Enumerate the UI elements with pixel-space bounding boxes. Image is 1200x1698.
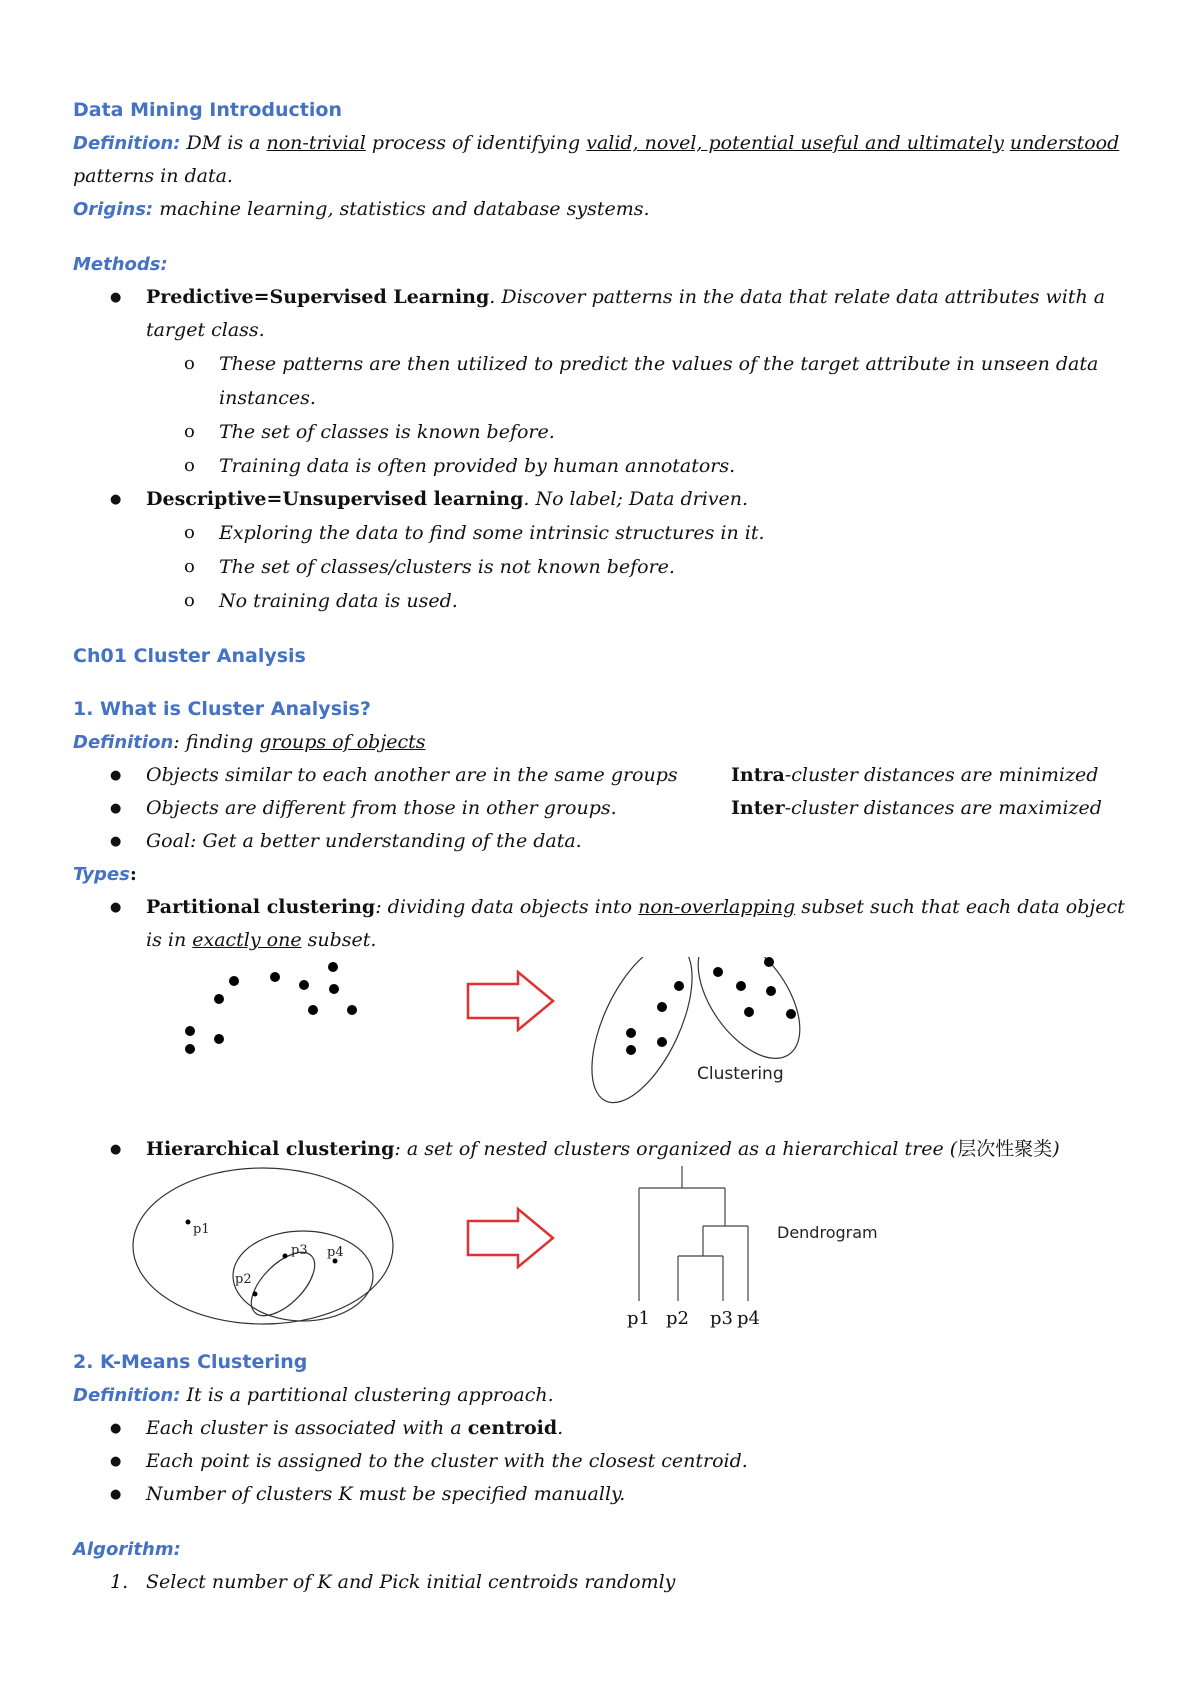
definition-underline-1: non-trivial [266,132,366,154]
list-item [73,1133,1133,1166]
partitional-text-1: : dividing data objects into [375,896,633,918]
list-item: ● Number of clusters K must be specified manually. [73,1478,1133,1511]
types-heading [73,858,1133,891]
algorithm-label: Algorithm: [73,1539,181,1560]
kmeans-definition-label: Definition: [73,1385,181,1406]
hierarchical-term: Hierarchical clustering [146,1138,395,1160]
cluster-definition-text: finding [185,731,254,753]
inter-text: -cluster distances are maximized [784,797,1102,819]
bullet-right-note [731,792,1102,825]
kmeans-definition-text: It is a partitional clustering approach. [186,1384,554,1406]
point-label: p1 [193,1222,210,1237]
list-item: o The set of classes is known before. [73,415,1133,449]
partitional-underline-2: exactly one [192,929,302,951]
descriptive-term: Descriptive=Unsupervised learning [146,488,524,510]
origins-paragraph [73,193,1133,226]
list-item [73,759,1133,792]
predictive-term: Predictive=Supervised Learning [146,286,490,308]
arrow-icon [468,972,553,1030]
types-label: Types [73,864,130,885]
list-item [73,281,1133,347]
hierarchical-paren-open: ( [943,1138,958,1160]
leaf-label: p4 [737,1308,760,1329]
point-label: p3 [291,1243,308,1258]
point-label: p4 [327,1245,344,1260]
leaf-label: p3 [710,1308,733,1329]
list-item: ● Each point is assigned to the cluster with the closest centroid. [73,1445,1133,1478]
hierarchical-cjk: 层次性聚类 [957,1138,1053,1160]
partitional-underline-1: non-overlapping [638,896,796,918]
definition-label: Definition: [73,133,181,154]
document-page [73,94,1133,1599]
methods-heading [73,248,1133,281]
definition-underline-3: understood [1009,132,1120,154]
types-list [73,891,1133,957]
bullet-text: Objects are different from those in other groups. [146,797,617,819]
descriptive-sublist [73,516,1133,618]
partitional-svg [73,957,1133,1133]
step-text: Select number of K and Pick initial centroids randomly [146,1571,676,1593]
inter-term: Inter [731,797,785,819]
bullet-right-note [731,759,1098,792]
cluster-definition-underline: groups of objects [259,731,426,753]
partitional-term: Partitional clustering [146,896,376,918]
list-item [73,792,1133,825]
intra-text: -cluster distances are minimized [784,764,1099,786]
types-list-2 [73,1133,1133,1166]
clustering-label: Clustering [697,1064,784,1084]
partitional-figure [73,957,1133,1133]
algorithm-steps [73,1566,1133,1599]
list-item: o Exploring the data to find some intrinsic structures in it. [73,516,1133,550]
centroid-term: centroid [467,1417,558,1439]
list-item: o The set of classes/clusters is not known before. [73,550,1133,584]
list-item [73,483,1133,516]
kmeans-definition [73,1379,1133,1412]
section-title-1: 1. What is Cluster Analysis? [73,698,371,720]
arrow-icon [468,1209,553,1267]
methods-label: Methods: [73,254,168,275]
partitional-text-2: subset such that each data object is in [146,896,1125,951]
partitional-text-3: subset. [307,929,377,951]
list-item [73,1412,1133,1445]
predictive-sublist [73,347,1133,483]
kmeans-bullets [73,1412,1133,1511]
definition-underline-2: valid, novel, potential useful and ultimately [586,132,1004,154]
section-title-2: 2. K-Means Clustering [73,1351,308,1373]
definition-text-mid: process of identifying [371,132,581,154]
bullet-text: Objects similar to each another are in the same groups [146,764,678,786]
descriptive-text: . No label; Data driven. [523,488,749,510]
cluster-definition-colon: : [173,731,180,753]
list-item [73,825,1133,858]
definition-paragraph [73,127,1133,193]
methods-list [73,281,1133,347]
bullet-text: Goal: Get a better understanding of the data. [146,830,582,852]
list-item: o No training data is used. [73,584,1133,618]
list-item [73,1566,1133,1599]
leaf-label: p2 [666,1308,689,1329]
leaf-label: p1 [627,1308,650,1329]
centroid-text: Each cluster is associated with a [146,1417,462,1439]
definition-text: DM is a [186,132,261,154]
point-label: p2 [235,1272,252,1287]
dendrogram-label: Dendrogram [777,1223,878,1242]
predictive-text: . Discover patterns in the data that relate data attributes with a target class. [146,286,1106,341]
origins-label: Origins: [73,199,154,220]
list-item [73,891,1133,957]
intra-term: Intra [731,764,785,786]
definition-text-end: patterns in data. [73,165,233,187]
doc-title: Data Mining Introduction [73,99,342,121]
dendrogram [639,1166,748,1301]
cluster-definition [73,726,1133,759]
centroid-period: . [557,1417,564,1439]
cluster-bullets [73,759,1133,858]
list-item: o These patterns are then utilized to predict the values of the target attribute in unseen data instances. [73,347,1133,415]
origins-text: machine learning, statistics and database systems. [159,198,650,220]
hierarchical-text: : a set of nested clusters organized as a hierarchical tree [394,1138,944,1160]
chapter-title: Ch01 Cluster Analysis [73,645,306,667]
cluster-definition-label: Definition [73,732,174,753]
hierarchical-figure [73,1166,1133,1346]
step-number: 1. [110,1571,129,1593]
list-item: o Training data is often provided by human annotators. [73,449,1133,483]
types-colon: : [129,863,137,885]
hierarchical-paren-close: ) [1052,1138,1060,1160]
hierarchical-svg [73,1166,1133,1346]
algorithm-heading [73,1533,1133,1566]
methods-list-2 [73,483,1133,516]
